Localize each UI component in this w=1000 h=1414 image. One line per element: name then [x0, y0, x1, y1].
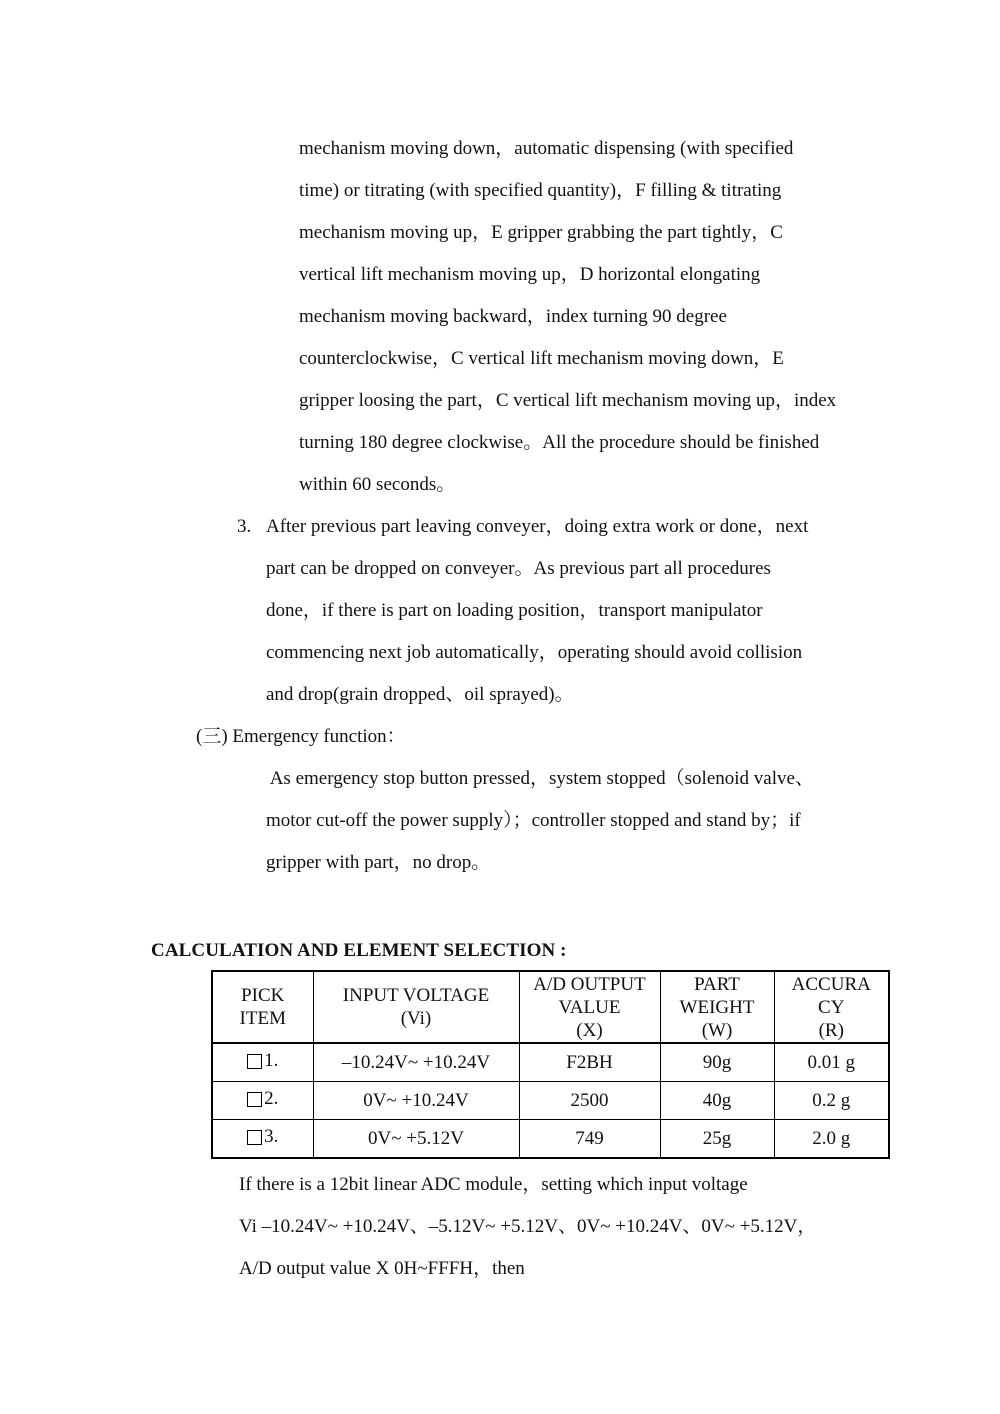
pick-cell: 2.	[212, 1082, 313, 1120]
voltage-cell: 0V~ +10.24V	[313, 1082, 519, 1120]
voltage-cell: –10.24V~ +10.24V	[313, 1043, 519, 1082]
element-selection-table	[211, 970, 890, 1159]
text-line: motor cut-off the power supply）；controller stopped and stand by；if	[266, 810, 801, 831]
text-line: mechanism moving down，automatic dispensing (with specified	[299, 138, 794, 159]
table-header-row	[212, 971, 889, 1043]
table-row	[212, 1043, 889, 1082]
list-item-number: 3.	[237, 516, 252, 537]
procedure-continuation	[299, 128, 850, 506]
text-line: If there is a 12bit linear ADC module，setting which input voltage	[239, 1174, 748, 1195]
pick-cell: 3.	[212, 1120, 313, 1159]
text-line: gripper with part，no drop。	[266, 852, 491, 873]
adc-question-text	[239, 1164, 850, 1290]
voltage-cell: 0V~ +5.12V	[313, 1120, 519, 1159]
table-row	[212, 1082, 889, 1120]
text-line: counterclockwise，C vertical lift mechanism moving down，E	[299, 348, 784, 369]
text-line: A/D output value X 0H~FFFH，then	[239, 1258, 525, 1279]
text-line: done，if there is part on loading position，transport manipulator	[266, 600, 763, 621]
checkbox[interactable]	[247, 1130, 262, 1145]
weight-cell: 90g	[660, 1043, 774, 1082]
output-cell: F2BH	[519, 1043, 660, 1082]
header-accuracy: ACCURA CY (R)	[774, 971, 889, 1043]
text-line: Vi –10.24V~ +10.24V、–5.12V~ +5.12V、0V~ +10.24V、0V~ +5.12V，	[239, 1216, 817, 1237]
list-item-3-text	[266, 506, 850, 716]
accuracy-cell: 0.01 g	[774, 1043, 889, 1082]
header-ad-output: A/D OUTPUT VALUE (X)	[519, 971, 660, 1043]
text-line: vertical lift mechanism moving up，D horizontal elongating	[299, 264, 761, 285]
pick-cell: 1.	[212, 1043, 313, 1082]
output-cell: 2500	[519, 1082, 660, 1120]
text-line: time) or titrating (with specified quantity)，F filling & titrating	[299, 180, 782, 201]
text-line: and drop(grain dropped、oil sprayed)。	[266, 684, 574, 705]
text-line: As emergency stop button pressed，system stopped（solenoid valve、	[266, 768, 814, 789]
text-line: part can be dropped on conveyer。As previous part all procedures	[266, 558, 771, 579]
weight-cell: 25g	[660, 1120, 774, 1159]
text-line: commencing next job automatically，operating should avoid collision	[266, 642, 803, 663]
accuracy-cell: 0.2 g	[774, 1082, 889, 1120]
text-line: mechanism moving backward，index turning 90 degree	[299, 306, 727, 327]
text-line: gripper loosing the part，C vertical lift mechanism moving up，index	[299, 390, 837, 411]
header-pick-item: PICK ITEM	[212, 971, 313, 1043]
text-line: mechanism moving up，E gripper grabbing the part tightly，C	[299, 222, 783, 243]
emergency-section-text	[266, 758, 850, 884]
text-line: within 60 seconds。	[299, 474, 456, 495]
header-input-voltage: INPUT VOLTAGE (Vi)	[313, 971, 519, 1043]
table-row	[212, 1120, 889, 1159]
header-part-weight: PART WEIGHT (W)	[660, 971, 774, 1043]
checkbox[interactable]	[247, 1092, 262, 1107]
accuracy-cell: 2.0 g	[774, 1120, 889, 1159]
weight-cell: 40g	[660, 1082, 774, 1120]
checkbox[interactable]	[247, 1054, 262, 1069]
output-cell: 749	[519, 1120, 660, 1159]
text-line: turning 180 degree clockwise。All the procedure should be finished	[299, 432, 820, 453]
emergency-section-heading: (三) Emergency function：	[196, 726, 406, 747]
text-line: After previous part leaving conveyer，doing extra work or done，next	[266, 516, 809, 537]
calculation-heading: CALCULATION AND ELEMENT SELECTION :	[151, 940, 567, 961]
